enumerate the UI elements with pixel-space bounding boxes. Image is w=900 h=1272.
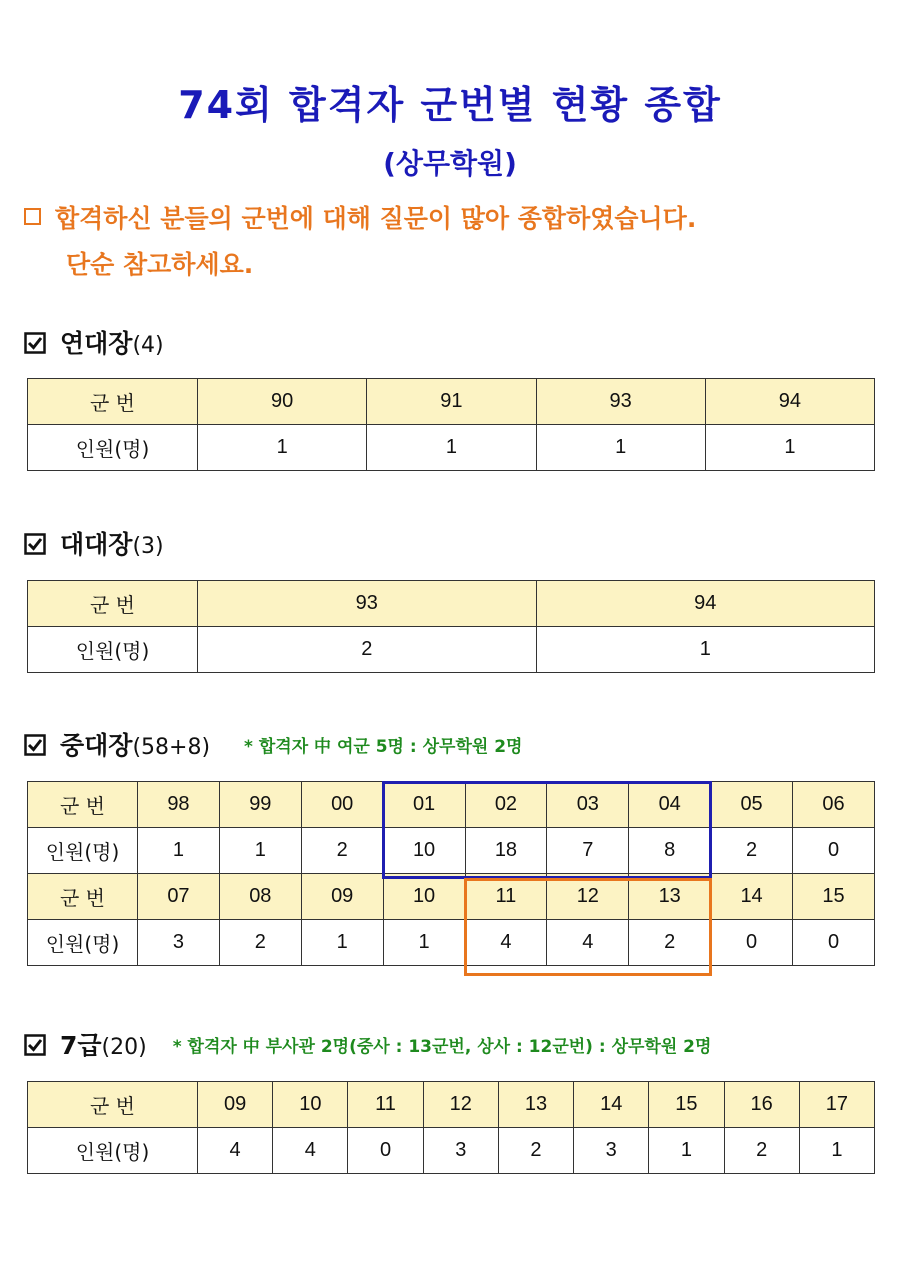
serial-cell: 15 [793, 874, 875, 920]
table-row [28, 425, 875, 471]
count-cell: 1 [219, 828, 301, 874]
count-cell: 4 [465, 920, 547, 966]
serial-cell: 91 [367, 379, 536, 425]
count-cell: 0 [793, 828, 875, 874]
section-name: 대대장 [60, 530, 133, 559]
section-name: 7급 [60, 1031, 102, 1060]
count-cell: 4 [198, 1128, 273, 1174]
page-title: 74회 합격자 군번별 현황 종합 [178, 83, 722, 127]
serial-cell: 14 [574, 1082, 649, 1128]
count-cell: 0 [793, 920, 875, 966]
serial-cell: 16 [724, 1082, 799, 1128]
row-label-count: 인원(명) [28, 1128, 198, 1174]
count-cell: 1 [799, 1128, 874, 1174]
checkbox-checked-icon [24, 332, 46, 354]
serial-cell: 94 [705, 379, 874, 425]
notice-line-2: 단순 참고하세요. [66, 250, 254, 279]
count-cell: 2 [198, 627, 537, 673]
count-cell: 2 [301, 828, 383, 874]
section-head-battalion [24, 527, 164, 565]
count-cell: 4 [547, 920, 629, 966]
count-cell: 3 [138, 920, 220, 966]
count-cell: 2 [629, 920, 711, 966]
count-cell: 3 [423, 1128, 498, 1174]
serial-cell: 13 [498, 1082, 573, 1128]
section-count: (20) [101, 1035, 147, 1060]
section-note: * 합격자 中 여군 5명 : 상무학원 2명 [244, 737, 523, 757]
count-cell: 1 [383, 920, 465, 966]
count-cell: 2 [219, 920, 301, 966]
serial-cell: 12 [423, 1082, 498, 1128]
table-row [28, 627, 875, 673]
row-label-serial: 군 번 [28, 874, 138, 920]
count-cell: 1 [536, 627, 875, 673]
checkbox-checked-icon [24, 734, 46, 756]
table-row [28, 920, 875, 966]
serial-cell: 15 [649, 1082, 724, 1128]
table-battalion [27, 580, 875, 673]
notice-line-1: 합격하신 분들의 군번에 대해 질문이 많아 종합하였습니다. [55, 204, 697, 233]
section-note: * 합격자 中 부사관 2명(중사 : 13군번, 상사 : 12군번) : 상무학원 2명 [172, 1037, 712, 1057]
count-cell: 1 [367, 425, 536, 471]
section-count: (58+8) [132, 735, 211, 760]
checkbox-checked-icon [24, 1034, 46, 1056]
row-label-serial: 군 번 [28, 1082, 198, 1128]
serial-cell: 00 [301, 782, 383, 828]
count-cell: 7 [547, 828, 629, 874]
serial-cell: 10 [273, 1082, 348, 1128]
count-cell: 2 [711, 828, 793, 874]
serial-cell: 07 [138, 874, 220, 920]
count-cell: 1 [536, 425, 705, 471]
table-row [28, 782, 875, 828]
serial-cell: 14 [711, 874, 793, 920]
section-count: (3) [132, 534, 164, 559]
serial-cell: 11 [348, 1082, 423, 1128]
count-cell: 1 [649, 1128, 724, 1174]
serial-cell: 17 [799, 1082, 874, 1128]
notice [24, 196, 884, 288]
row-label-count: 인원(명) [28, 920, 138, 966]
row-label-count: 인원(명) [28, 627, 198, 673]
table-grade7 [27, 1081, 875, 1174]
serial-cell: 99 [219, 782, 301, 828]
square-bullet-icon [24, 208, 41, 225]
section-head-grade7 [24, 1028, 711, 1066]
count-cell: 18 [465, 828, 547, 874]
section-name: 연대장 [60, 329, 133, 358]
serial-cell: 06 [793, 782, 875, 828]
serial-cell: 12 [547, 874, 629, 920]
count-cell: 0 [711, 920, 793, 966]
serial-cell: 11 [465, 874, 547, 920]
row-label-serial: 군 번 [28, 581, 198, 627]
serial-cell: 05 [711, 782, 793, 828]
section-head-company [24, 728, 522, 766]
count-cell: 1 [138, 828, 220, 874]
count-cell: 1 [705, 425, 874, 471]
serial-cell: 94 [536, 581, 875, 627]
serial-cell: 04 [629, 782, 711, 828]
section-count: (4) [132, 333, 164, 358]
page-subtitle: (상무학원) [383, 147, 517, 180]
serial-cell: 09 [301, 874, 383, 920]
table-row [28, 828, 875, 874]
count-cell: 1 [301, 920, 383, 966]
serial-cell: 13 [629, 874, 711, 920]
table-row [28, 379, 875, 425]
serial-cell: 93 [198, 581, 537, 627]
serial-cell: 01 [383, 782, 465, 828]
table-row [28, 1082, 875, 1128]
serial-cell: 10 [383, 874, 465, 920]
row-label-serial: 군 번 [28, 379, 198, 425]
count-cell: 3 [574, 1128, 649, 1174]
checkbox-checked-icon [24, 533, 46, 555]
table-row [28, 1128, 875, 1174]
serial-cell: 08 [219, 874, 301, 920]
count-cell: 1 [198, 425, 367, 471]
serial-cell: 98 [138, 782, 220, 828]
count-cell: 2 [498, 1128, 573, 1174]
row-label-serial: 군 번 [28, 782, 138, 828]
count-cell: 0 [348, 1128, 423, 1174]
table-row [28, 874, 875, 920]
count-cell: 8 [629, 828, 711, 874]
row-label-count: 인원(명) [28, 425, 198, 471]
section-head-regiment [24, 326, 164, 364]
table-regiment [27, 378, 875, 471]
count-cell: 4 [273, 1128, 348, 1174]
serial-cell: 90 [198, 379, 367, 425]
serial-cell: 09 [198, 1082, 273, 1128]
table-company [27, 781, 875, 966]
count-cell: 2 [724, 1128, 799, 1174]
serial-cell: 03 [547, 782, 629, 828]
section-name: 중대장 [60, 731, 133, 760]
serial-cell: 93 [536, 379, 705, 425]
row-label-count: 인원(명) [28, 828, 138, 874]
count-cell: 10 [383, 828, 465, 874]
table-row [28, 581, 875, 627]
serial-cell: 02 [465, 782, 547, 828]
